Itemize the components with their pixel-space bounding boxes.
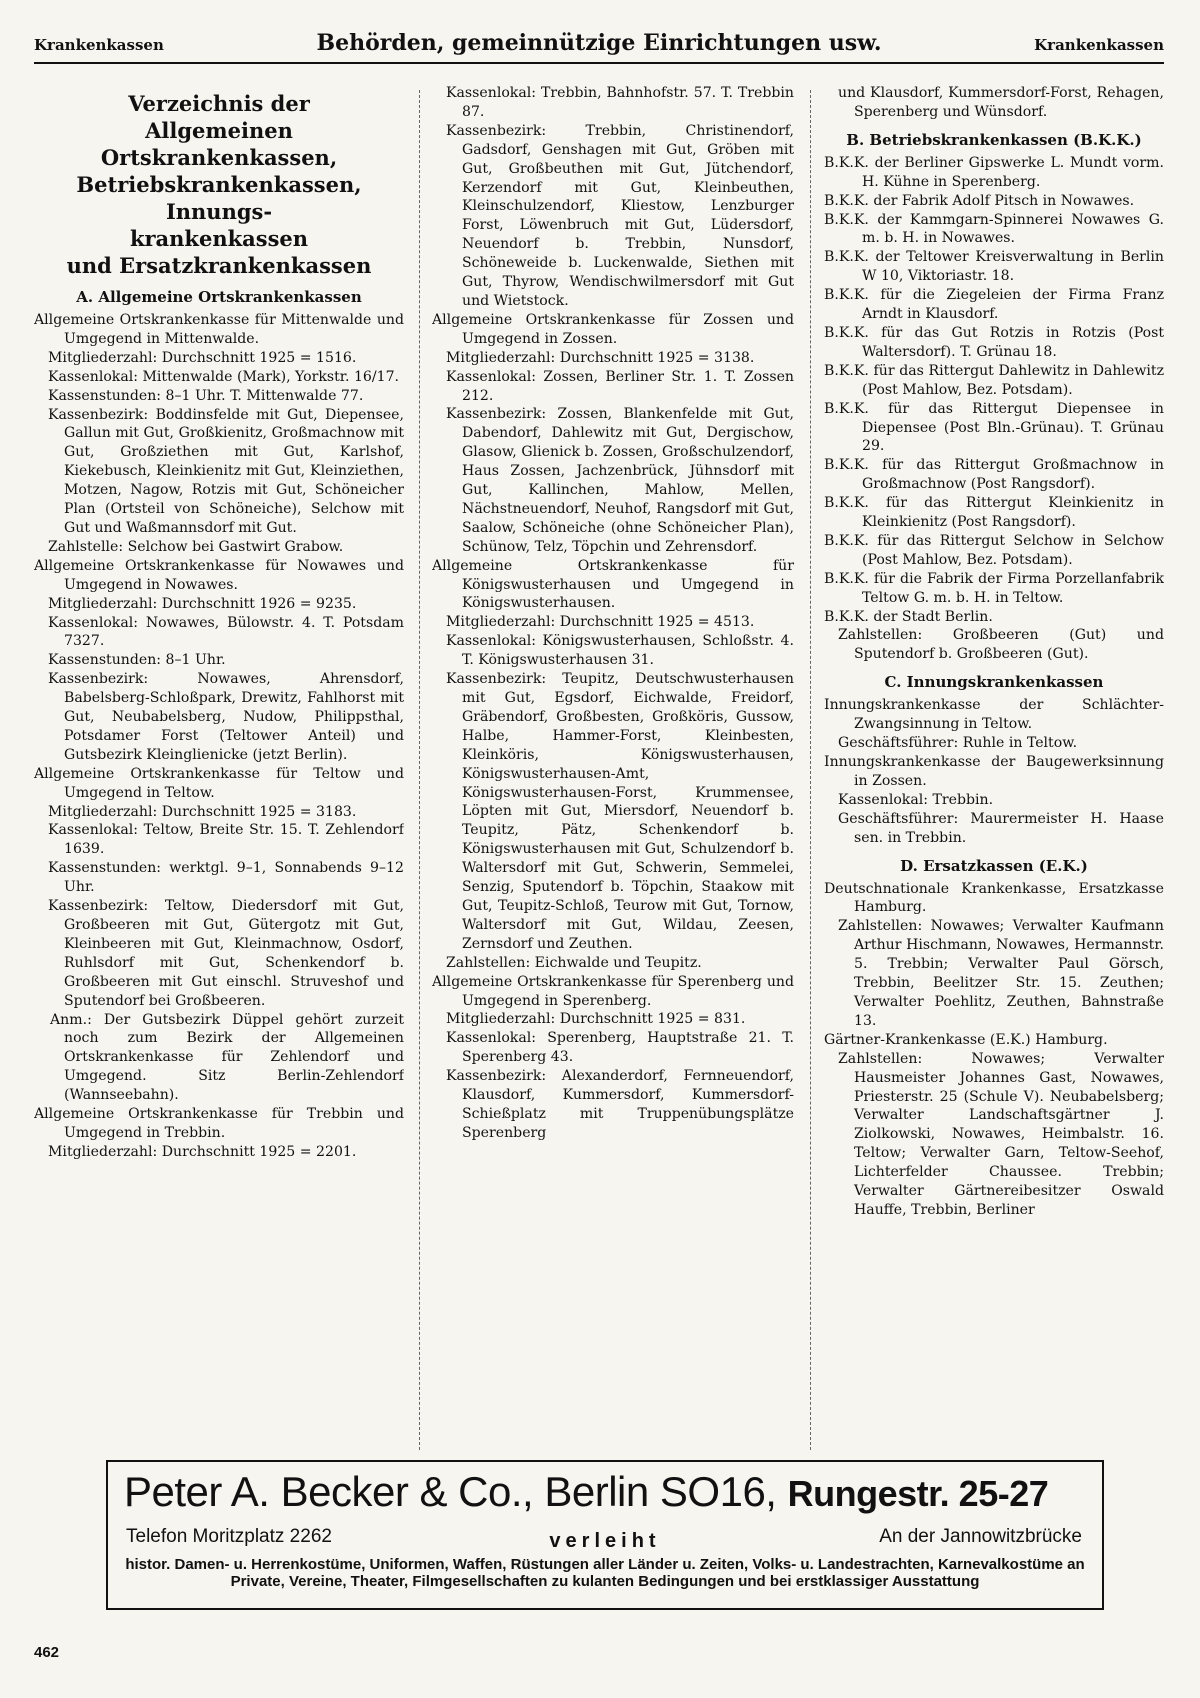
section-b-entries: [824, 154, 1164, 627]
ad-verb: verleiht: [549, 1530, 661, 1552]
fund-detail: Kassenlokal: Teltow, Breite Str. 15. T. Zehlendorf 1639.: [48, 822, 404, 858]
fund-detail: Kassenbezirk: Alexanderdorf, Fernneuendorf, Klausdorf, Kummersdorf, Kummersdorf-Schießplatz mit Truppenübungsplätze Sperenberg: [446, 1068, 794, 1141]
fund-entry: Allgemeine Ortskrankenkasse für Mittenwalde und Umgegend in Mittenwalde.: [34, 312, 404, 347]
company-fund-entry: B.K.K. für das Rittergut Selchow in Selchow (Post Mahlow, Bez. Potsdam).: [824, 532, 1164, 568]
fund-detail: Mitgliederzahl: Durchschnitt 1925 = 2201.: [48, 1143, 357, 1160]
text-columns: [34, 84, 1164, 1456]
fund-detail: Kassenbezirk: Teupitz, Deutschwusterhausen mit Gut, Egsdorf, Eichwalde, Freidorf, Gräbendorf, Großbesten, Großköris, Gussow, Halbe, Hammer-Forst, Kleinbesten, Kleinköris, Königswusterhausen, Königswusterhausen-Amt, Königswusterhausen-Forst, Krummensee, Löpten mit Gut, Miersdorf, Neuendorf b. Teupitz, Pätz, Schenkendorf b. Königswusterhausen mit Gut, Schulzendorf b. Waltersdorf mit Gut, Schwerin, Semmelei, Senzig, Sputendorf b. Töpchin, Staakow mit Gut, Teupitz-Schloß, Teurow mit Gut, Tornow, Waltersdorf mit Gut, Wildau, Zeesen, Zernsdorf und Zeuthen.: [446, 671, 794, 952]
fund-entry: Gärtner-Krankenkasse (E.K.) Hamburg.: [824, 1031, 1108, 1048]
section-a-entries-continued: [432, 84, 794, 1143]
note-paragraph: Anm.: Der Gutsbezirk Düppel gehört zurzeit noch zum Bezirk der Allgemeinen Ortskrankenkasse für Zehlendorf und Umgegend. Sitz Berlin-Zehlendorf (Wannseebahn).: [50, 1011, 404, 1104]
company-fund-entry: B.K.K. für die Ziegeleien der Firma Franz Arndt in Klausdorf.: [824, 287, 1164, 323]
fund-detail: Kassenbezirk: Teltow, Diedersdorf mit Gut, Großbeeren mit Gut, Gütergotz mit Gut, Kleinbeeren mit Gut, Kleinmachnow, Osdorf, Ruhlsdorf mit Gut, Schenkendorf b. Großbeeren mit Gut einschl. Struveshof und Sputendorf bei Großbeeren.: [48, 898, 404, 1009]
title-line: Allgemeinen Ortskrankenkassen,: [100, 118, 338, 170]
company-fund-entry: B.K.K. für das Rittergut Kleinkienitz in Kleinkienitz (Post Rangsdorf).: [824, 495, 1164, 531]
running-head: [34, 28, 1164, 64]
company-fund-entry: B.K.K. für das Rittergut Großmachnow in Großmachnow (Post Rangsdorf).: [824, 457, 1164, 493]
fund-entry: Allgemeine Ortskrankenkasse für Trebbin und Umgegend in Trebbin.: [34, 1106, 404, 1141]
fund-detail: Kassenstunden: 8–1 Uhr.: [48, 652, 226, 669]
fund-entry: Allgemeine Ortskrankenkasse für Nowawes und Umgegend in Nowawes.: [34, 557, 404, 593]
fund-detail: Mitgliederzahl: Durchschnitt 1925 = 831.: [446, 1011, 746, 1028]
company-fund-entry: B.K.K. für das Rittergut Diepensee in Diepensee (Post Bln.-Grünau). T. Grünau 29.: [824, 400, 1164, 455]
fund-detail: Kassenbezirk: Nowawes, Ahrensdorf, Babelsberg-Schloßpark, Drewitz, Fahlhorst mit Gut, Neubabelsberg, Nudow, Philippsthal, Potsdamer Forst (Teltower Anteil) und Gutsbezirk Kleinglienicke (jetzt Berlin).: [48, 671, 404, 763]
fund-entry: Allgemeine Ortskrankenkasse für Sperenberg und Umgegend in Sperenberg.: [432, 973, 794, 1009]
fund-detail: Mitgliederzahl: Durchschnitt 1925 = 3183.: [48, 803, 357, 820]
fund-detail: Kassenlokal: Königswusterhausen, Schloßstr. 4. T. Königswusterhausen 31.: [446, 633, 794, 669]
fund-detail: Zahlstellen: Eichwalde und Teupitz.: [446, 954, 702, 971]
ad-description: histor. Damen- u. Herrenkostüme, Uniformen, Waffen, Rüstungen aller Länder u. Zeiten, Volks- u. Landestrachten, Karnevalkostüme an Private, Vereine, Theater, Filmgesellschaften zu kulanten Bedingungen und bei erstklassiger Ausstattung: [125, 1556, 1085, 1590]
fund-detail: Kassenstunden: 8–1 Uhr. T. Mittenwalde 77.: [48, 387, 364, 404]
fund-entry: Innungskrankenkasse der Schlächter-Zwangsinnung in Teltow.: [824, 697, 1164, 733]
company-fund-entry: B.K.K. der Teltower Kreisverwaltung in Berlin W 10, Viktoriastr. 18.: [824, 249, 1164, 285]
directory-title: [34, 90, 404, 279]
zahlstellen-b: Zahlstellen: Großbeeren (Gut) und Sputendorf b. Großbeeren (Gut).: [838, 627, 1164, 663]
fund-detail: Geschäftsführer: Maurermeister H. Haase sen. in Trebbin.: [838, 810, 1164, 846]
fund-detail: Geschäftsführer: Ruhle in Teltow.: [838, 735, 1078, 752]
page-number: 462: [34, 1644, 60, 1661]
fund-detail: Kassenlokal: Trebbin.: [838, 791, 994, 808]
company-fund-entry: B.K.K. der Fabrik Adolf Pitsch in Nowawes.: [824, 192, 1135, 209]
column-2: [432, 84, 794, 1456]
column-1: [34, 84, 404, 1456]
advertisement: [106, 1460, 1104, 1610]
fund-detail: Kassenlokal: Zossen, Berliner Str. 1. T. Zossen 212.: [446, 368, 794, 404]
fund-detail: Kassenbezirk: Zossen, Blankenfelde mit Gut, Dabendorf, Dahlewitz mit Gut, Dergischow, Glasow, Glienick b. Zossen, Großschulzendorf, Haus Zossen, Jachzenbrück, Jühnsdorf mit Gut, Kallinchen, Mahlow, Mellen, Nächstneuendorf, Neuhof, Rangsdorf mit Gut, Saalow, Schöneiche (ohne Schöneicher Plan), Schünow, Telz, Töpchin und Zehrensdorf.: [446, 406, 794, 555]
fund-detail: Kassenlokal: Sperenberg, Hauptstraße 21. T. Sperenberg 43.: [446, 1030, 794, 1066]
ad-location: An der Jannowitzbrücke: [879, 1526, 1082, 1547]
fund-entry: Allgemeine Ortskrankenkasse für Teltow und Umgegend in Teltow.: [34, 765, 404, 801]
ad-company: Peter A. Becker & Co., Berlin SO16,: [124, 1468, 777, 1515]
company-fund-entry: B.K.K. für die Fabrik der Firma Porzellanfabrik Teltow G. m. b. H. in Teltow.: [824, 570, 1164, 606]
fund-detail: Kassenbezirk: Trebbin, Christinendorf, Gadsdorf, Genshagen mit Gut, Gröben mit Gut, Großbeuthen mit Gut, Jütchendorf, Kerzendorf mit Gut, Kleinbeuthen, Kleinschulzendorf, Kliestow, Lenzburger Forst, Löwenbruch mit Gut, Lüdersdorf, Neuendorf b. Trebbin, Nunsdorf, Schöneweide b. Luckenwalde, Siethen mit Gut, Thyrow, Wendischwilmersdorf mit Gut und Wietstock.: [446, 122, 794, 309]
company-fund-entry: B.K.K. der Berliner Gipswerke L. Mundt vorm. H. Kühne in Sperenberg.: [824, 154, 1164, 190]
fund-detail: Mitgliederzahl: Durchschnitt 1925 = 1516.: [48, 349, 357, 366]
fund-entry: Allgemeine Ortskrankenkasse für Zossen und Umgegend in Zossen.: [432, 311, 794, 347]
column-divider: [419, 90, 420, 1450]
fund-entry: Deutschnationale Krankenkasse, Ersatzkasse Hamburg.: [824, 880, 1164, 916]
fund-detail: Zahlstellen: Nowawes; Verwalter Kaufmann Arthur Hischmann, Nowawes, Hermannstr. 5. Trebbin; Verwalter Paul Görsch, Trebbin, Beelitzer Str. 15. Zeuthen; Verwalter Poehlitz, Zeuthen, Bahnstraße 13.: [838, 918, 1164, 1029]
company-fund-entry: B.K.K. für das Gut Rotzis in Rotzis (Post Waltersdorf). T. Grünau 18.: [824, 324, 1164, 360]
fund-detail: Zahlstellen: Nowawes; Verwalter Hausmeister Johannes Gast, Nowawes, Priesterstr. 25 (Schule V). Neubabelsberg; Verwalter Landschaftsgärtner J. Ziolkowski, Nowawes, Heimbalstr. 16. Teltow; Verwalter Garn, Teltow-Seehof, Lichterfelder Chaussee. Trebbin; Verwalter Gärtnereibesitzer Oswald Hauffe, Trebbin, Berliner: [838, 1050, 1164, 1218]
company-fund-entry: B.K.K. der Stadt Berlin.: [824, 608, 993, 625]
header-left: Krankenkassen: [34, 36, 164, 54]
fund-detail: Kassenstunden: werktgl. 9–1, Sonnabends 9–12 Uhr.: [48, 860, 404, 896]
fund-detail: Kassenlokal: Mittenwalde (Mark), Yorkstr. 16/17.: [48, 368, 400, 385]
section-a-entries: [34, 311, 404, 1162]
fund-detail: Mitgliederzahl: Durchschnitt 1925 = 4513.: [446, 614, 755, 631]
fund-detail: Kassenlokal: Trebbin, Bahnhofstr. 57. T. Trebbin 87.: [446, 85, 794, 120]
company-fund-entry: B.K.K. für das Rittergut Dahlewitz in Dahlewitz (Post Mahlow, Bez. Potsdam).: [824, 362, 1164, 398]
ad-address: Rungestr. 25-27: [787, 1473, 1049, 1514]
fund-entry: Innungskrankenkasse der Baugewerksinnung in Zossen.: [824, 754, 1164, 789]
column-divider: [810, 90, 811, 1450]
fund-detail: Zahlstelle: Selchow bei Gastwirt Grabow.: [48, 538, 344, 555]
continued-text: und Klausdorf, Kummersdorf-Forst, Rehagen, Sperenberg und Wünsdorf.: [838, 85, 1164, 120]
section-heading-a: A. Allgemeine Ortskrankenkassen: [76, 288, 362, 306]
title-line: krankenkassen: [129, 226, 309, 251]
section-heading-c: C. Innungskrankenkassen: [884, 673, 1104, 692]
ad-phone: Telefon Moritzplatz 2262: [126, 1526, 332, 1547]
fund-detail: Kassenbezirk: Boddinsfelde mit Gut, Diepensee, Gallun mit Gut, Großkienitz, Großmachnow mit Gut, Großziethen mit Gut, Karlshof, Kiekebusch, Kleinkienitz mit Gut, Kleinziethen, Motzen, Nagow, Rotzis mit Gut, Schöneicher Plan (Ortsteil von Schöneiche), Selchow mit Gut und Waßmannsdorf mit Gut.: [48, 406, 404, 536]
section-d-entries: [824, 880, 1164, 1220]
title-line: Betriebskrankenkassen, Innungs-: [76, 172, 362, 224]
section-c-entries: [824, 696, 1164, 847]
section-heading-d: D. Ersatzkassen (E.K.): [900, 856, 1088, 875]
header-right: Krankenkassen: [1034, 36, 1164, 54]
fund-detail: Kassenlokal: Nowawes, Bülowstr. 4. T. Potsdam 7327.: [48, 614, 404, 650]
title-line: und Ersatzkrankenkassen: [66, 253, 372, 278]
header-title: Behörden, gemeinnützige Einrichtungen usw.: [316, 30, 882, 56]
company-fund-entry: B.K.K. der Kammgarn-Spinnerei Nowawes G. m. b. H. in Nowawes.: [824, 211, 1164, 247]
section-heading-b: B. Betriebskrankenkassen (B.K.K.): [846, 130, 1142, 149]
fund-detail: Mitgliederzahl: Durchschnitt 1926 = 9235.: [48, 595, 357, 612]
ad-headline: [124, 1468, 1084, 1518]
fund-detail: Mitgliederzahl: Durchschnitt 1925 = 3138.: [446, 349, 755, 366]
title-line: Verzeichnis der: [128, 91, 310, 116]
column-3: [824, 84, 1164, 1456]
fund-entry: Allgemeine Ortskrankenkasse für Königswusterhausen und Umgegend in Königswusterhausen.: [432, 557, 794, 612]
